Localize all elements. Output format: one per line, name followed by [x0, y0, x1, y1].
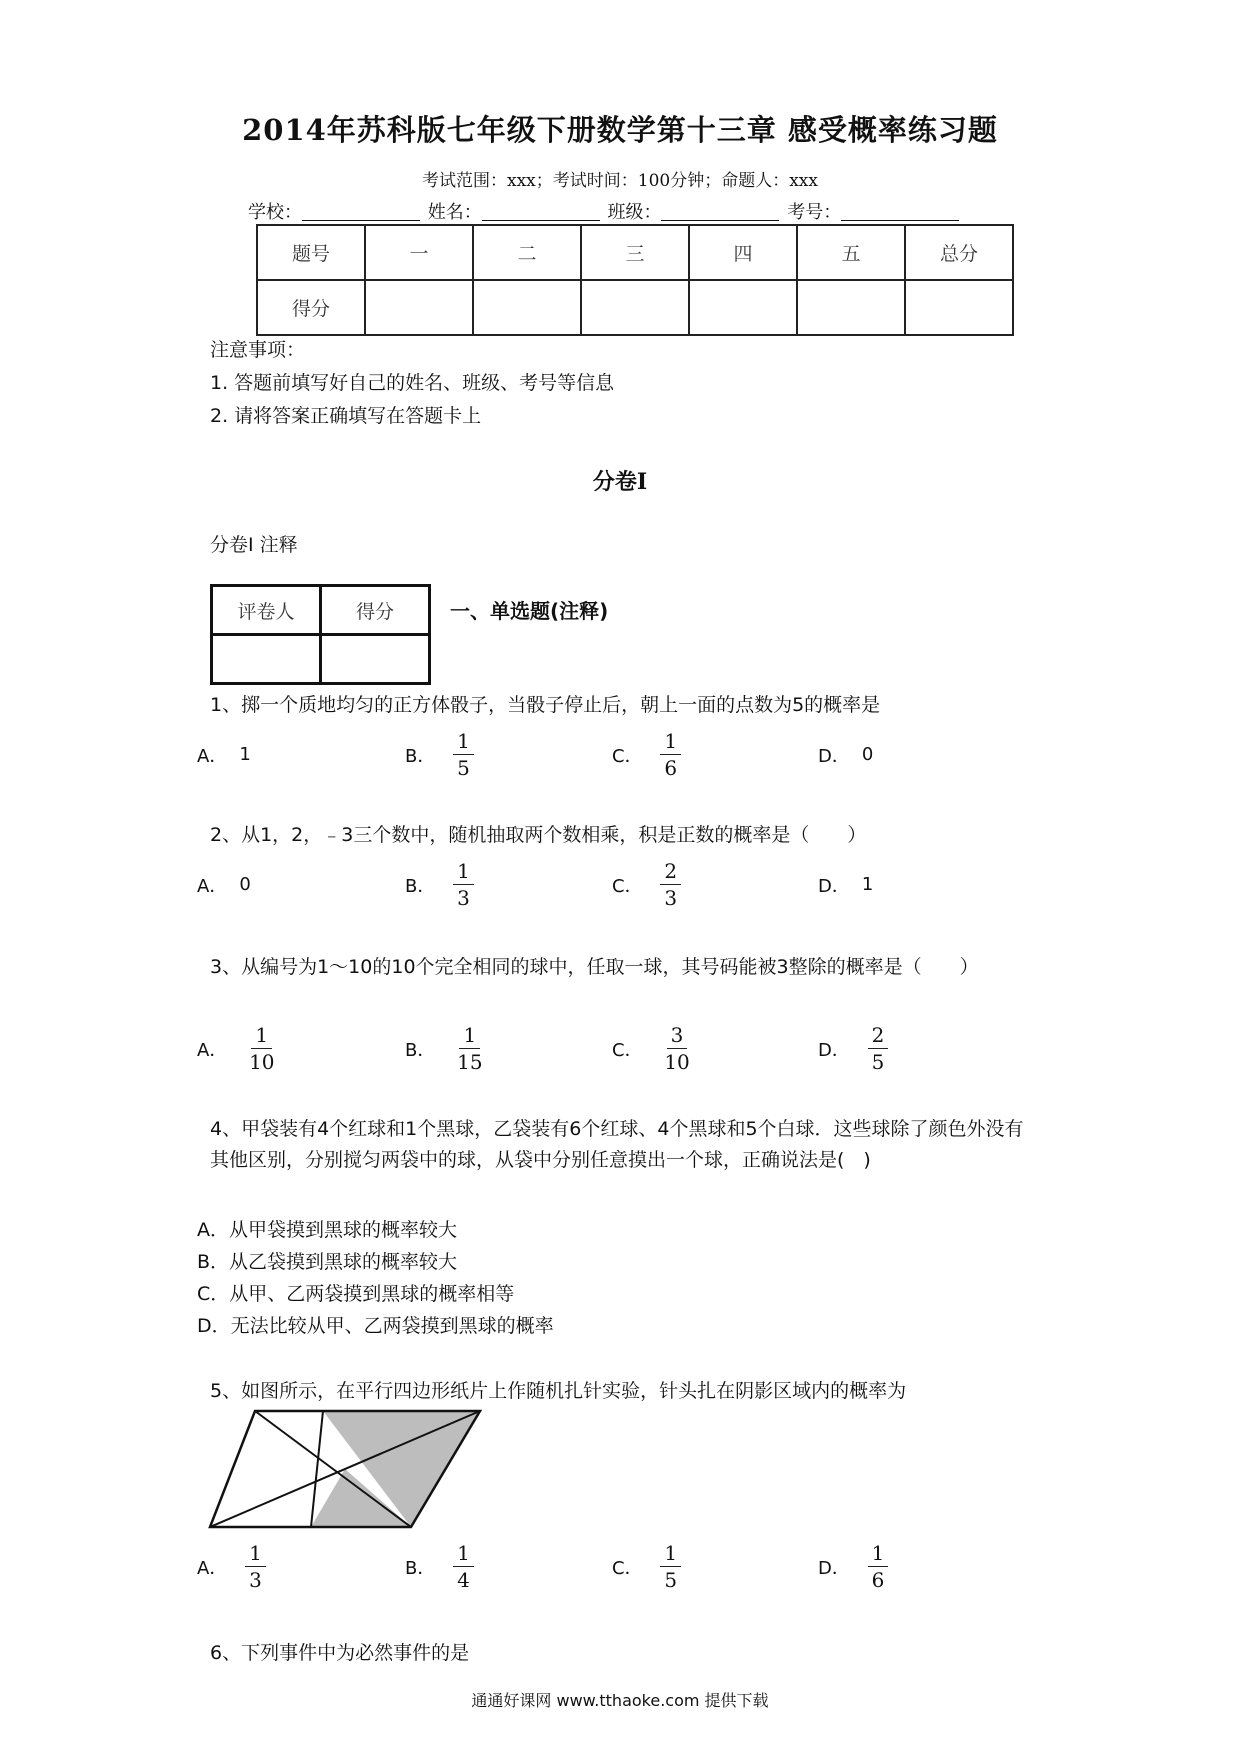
score-table-header-row — [257, 225, 1013, 280]
grader-cell — [321, 635, 430, 684]
q4-option-c: C．从甲、乙两袋摸到黑球的概率相等 — [197, 1283, 515, 1305]
option-fraction — [453, 1540, 474, 1593]
grader-header: 得分 — [321, 586, 430, 635]
score-row-label: 得分 — [257, 280, 365, 335]
fraction-denominator: 5 — [871, 1050, 885, 1074]
score-cell — [473, 280, 581, 335]
question-2-text: 2、从1，2，﹣3三个数中，随机抽取两个数相乘，积是正数的概率是（ ） — [210, 824, 867, 846]
fraction-numerator: 3 — [667, 1022, 688, 1049]
option-letter: A． — [197, 746, 228, 767]
question-4-text: 4、甲袋装有4个红球和1个黑球，乙袋装有6个红球、4个黑球和5个白球．这些球除了颜色外没有其他区别，分别搅匀两袋中的球，从袋中分别任意摸出一个球，正确说法是( ) — [210, 1118, 1024, 1171]
student-info-line — [248, 198, 961, 224]
volume-title: 分卷I — [592, 469, 648, 495]
score-cell — [581, 280, 689, 335]
score-header: 四 — [689, 225, 797, 280]
score-header: 三 — [581, 225, 689, 280]
score-header: 五 — [797, 225, 905, 280]
option-letter: A． — [197, 1557, 228, 1579]
page-title: 2014年苏科版七年级下册数学第十三章 感受概率练习题 — [242, 113, 998, 147]
fraction-denominator: 5 — [664, 1568, 678, 1592]
fraction-denominator: 4 — [457, 1568, 470, 1592]
option-letter: B． — [405, 1039, 436, 1061]
option-fraction — [660, 728, 681, 781]
fraction-numerator: 1 — [453, 1540, 474, 1567]
score-header: 总分 — [905, 225, 1013, 280]
fraction-denominator: 6 — [664, 756, 678, 780]
q4-option-d: D．无法比较从甲、乙两袋摸到黑球的概率 — [197, 1315, 554, 1337]
parallelogram-figure — [205, 1408, 495, 1536]
score-header: 一 — [365, 225, 473, 280]
option-letter: C． — [612, 1557, 643, 1579]
fraction-denominator: 10 — [249, 1050, 275, 1074]
notes-item: 2. 请将答案正确填写在答题卡上 — [210, 405, 482, 427]
question-5-text: 5、如图所示，在平行四边形纸片上作随机扎针实验，针头扎在阴影区域内的概率为 — [210, 1380, 907, 1402]
fraction-numerator: 1 — [251, 1022, 272, 1049]
notes-heading: 注意事项： — [210, 339, 306, 361]
class-blank — [661, 202, 779, 221]
option-letter: D． — [818, 1039, 850, 1061]
fraction-denominator: 15 — [457, 1050, 483, 1074]
name-label: 姓名： — [427, 202, 482, 223]
notes-block — [210, 334, 614, 433]
division-line — [311, 1411, 323, 1527]
class-label: 班级： — [607, 202, 662, 223]
q2-option-c — [612, 858, 681, 911]
q1-option-c — [612, 728, 681, 781]
score-cell — [365, 280, 473, 335]
grader-table — [210, 584, 431, 685]
fraction-denominator: 3 — [664, 886, 678, 910]
q3-option-b — [405, 1022, 487, 1075]
fraction-numerator: 1 — [660, 1540, 681, 1567]
fraction-numerator: 1 — [245, 1540, 266, 1567]
q2-option-d — [818, 872, 873, 898]
q5-option-d — [818, 1540, 888, 1593]
page-footer: 通通好课网 www.tthaoke.com 提供下载 — [471, 1691, 769, 1710]
fraction-numerator: 1 — [459, 1022, 480, 1049]
q4-option-b: B．从乙袋摸到黑球的概率较大 — [197, 1251, 458, 1273]
option-letter: A． — [197, 1039, 228, 1061]
score-cell — [905, 280, 1013, 335]
option-letter: A． — [197, 876, 228, 897]
option-fraction — [453, 728, 474, 781]
option-fraction — [660, 1540, 681, 1593]
option-fraction — [868, 1540, 889, 1593]
option-letter: D． — [818, 746, 850, 767]
option-fraction — [453, 858, 474, 911]
option-value: 0 — [861, 744, 874, 765]
fraction-denominator: 3 — [249, 1568, 262, 1592]
question-3-text: 3、从编号为1～10的10个完全相同的球中，任取一球，其号码能被3整除的概率是（ ） — [210, 956, 979, 978]
option-letter: B． — [405, 745, 436, 767]
q3-option-a — [197, 1022, 279, 1075]
fraction-numerator: 2 — [868, 1022, 889, 1049]
option-value: 1 — [239, 744, 251, 765]
score-table-score-row — [257, 280, 1013, 335]
fraction-denominator: 10 — [664, 1050, 690, 1074]
grader-cell — [212, 635, 321, 684]
school-blank — [302, 202, 420, 221]
q4-option-a: A．从甲袋摸到黑球的概率较大 — [197, 1219, 457, 1241]
option-fraction — [245, 1022, 278, 1075]
fraction-denominator: 3 — [457, 886, 470, 910]
option-value: 1 — [861, 874, 874, 895]
grader-header-row — [212, 586, 430, 635]
q1-option-a — [197, 742, 251, 768]
option-letter: D． — [818, 1557, 850, 1579]
exam-subtitle: 考试范围：xxx；考试时间：100分钟；命题人：xxx — [422, 171, 818, 191]
q1-option-d — [818, 742, 873, 768]
option-letter: C． — [612, 875, 643, 897]
name-blank — [482, 202, 600, 221]
fraction-numerator: 1 — [453, 728, 474, 755]
score-cell — [797, 280, 905, 335]
q1-option-b — [405, 728, 474, 781]
option-fraction — [660, 1022, 693, 1075]
q3-option-d — [818, 1022, 888, 1075]
q5-option-b — [405, 1540, 474, 1593]
option-letter: C． — [612, 745, 643, 767]
option-value: 0 — [239, 874, 251, 895]
fraction-denominator: 6 — [871, 1568, 885, 1592]
option-fraction — [453, 1022, 486, 1075]
school-label: 学校： — [248, 202, 302, 223]
option-letter: D． — [818, 876, 850, 897]
fraction-numerator: 1 — [453, 858, 474, 885]
exam-no-label: 考号： — [787, 202, 842, 223]
score-table — [256, 224, 1014, 336]
option-letter: B． — [405, 1557, 436, 1579]
question-1-text: 1、掷一个质地均匀的正方体骰子，当骰子停止后，朝上一面的点数为5的概率是 — [210, 694, 881, 716]
score-cell — [689, 280, 797, 335]
grader-value-row — [212, 635, 430, 684]
option-letter: C． — [612, 1039, 643, 1061]
score-header: 题号 — [257, 225, 365, 280]
score-header: 二 — [473, 225, 581, 280]
fraction-denominator: 5 — [457, 756, 470, 780]
option-letter: B． — [405, 875, 436, 897]
fraction-numerator: 1 — [868, 1540, 889, 1567]
fraction-numerator: 2 — [660, 858, 681, 885]
fraction-numerator: 1 — [660, 728, 681, 755]
question-6-text: 6、下列事件中为必然事件的是 — [210, 1642, 470, 1664]
q5-option-a — [197, 1540, 266, 1593]
option-fraction — [868, 1022, 889, 1075]
q2-option-b — [405, 858, 474, 911]
option-fraction — [660, 858, 681, 911]
q3-option-c — [612, 1022, 694, 1075]
notes-item: 1. 答题前填写好自己的姓名、班级、考号等信息 — [210, 372, 615, 394]
q2-option-a — [197, 872, 251, 898]
section-title: 一、单选题(注释) — [450, 599, 609, 623]
exam-no-blank — [841, 202, 959, 221]
volume-note: 分卷I 注释 — [210, 534, 298, 556]
q5-option-c — [612, 1540, 681, 1593]
grader-header: 评卷人 — [212, 586, 321, 635]
option-fraction — [245, 1540, 266, 1593]
